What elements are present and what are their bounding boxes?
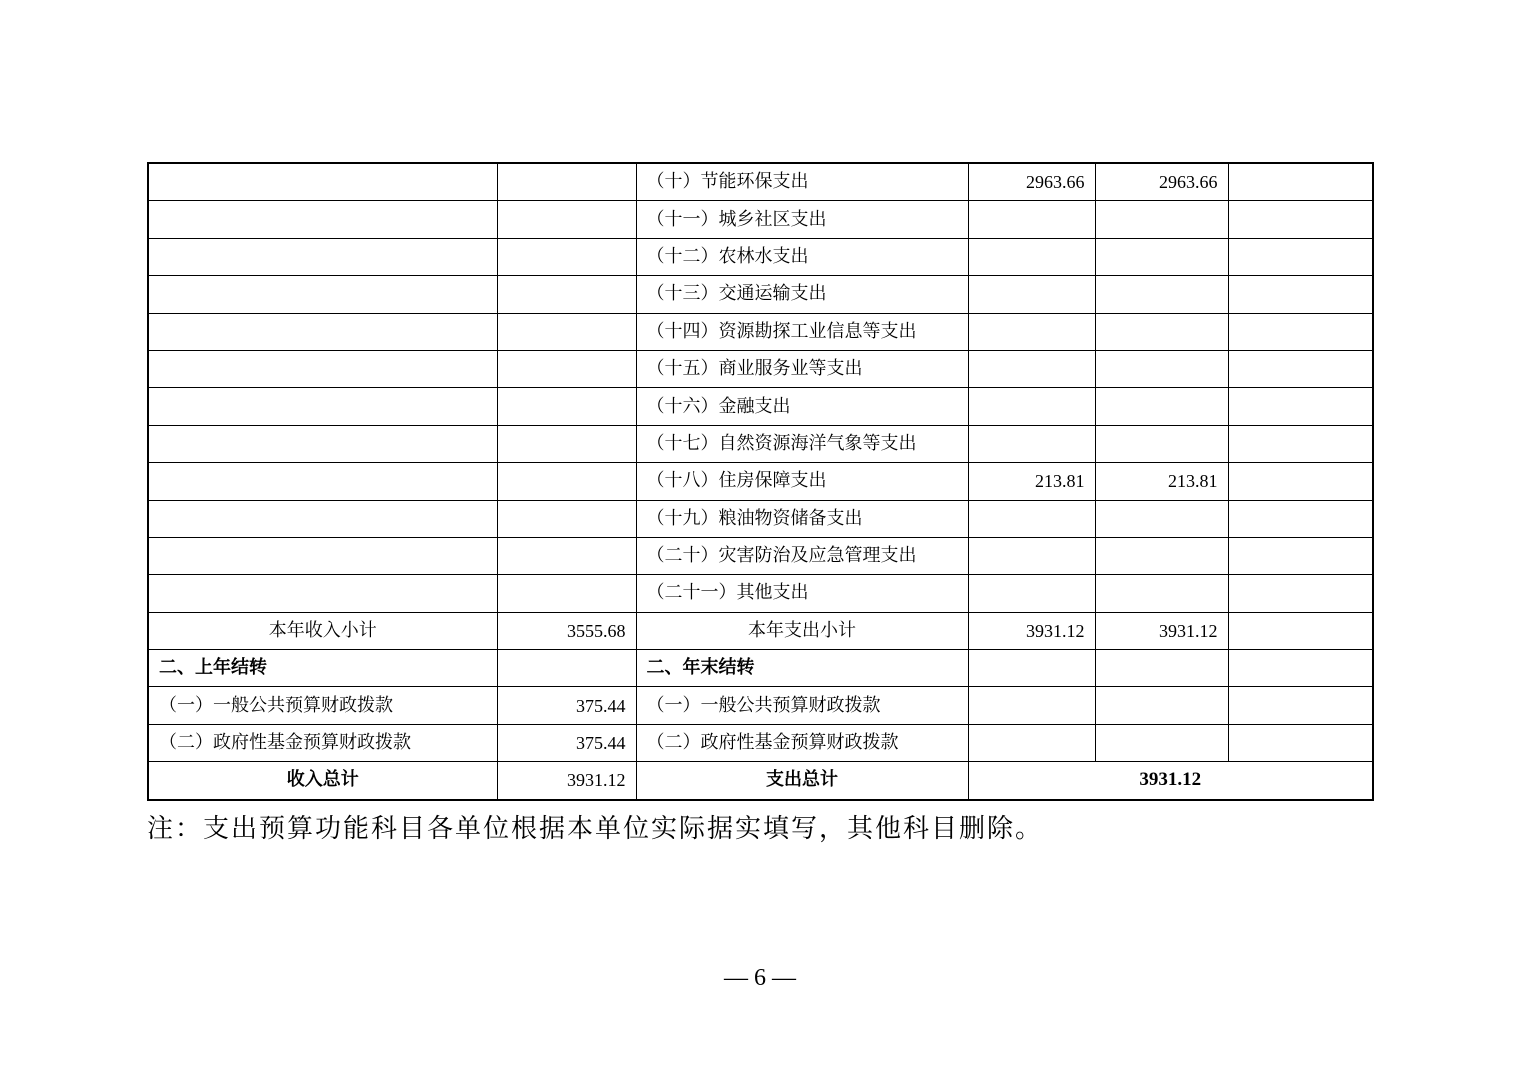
- income-item-cell: [148, 388, 497, 425]
- income-carry-value: 375.44: [497, 687, 636, 724]
- income-amount-cell: [497, 313, 636, 350]
- expense-item-cell: （十七）自然资源海洋气象等支出: [636, 425, 968, 462]
- income-amount-cell: [497, 388, 636, 425]
- carry-over-item-row: [148, 687, 1373, 724]
- table-row: [148, 163, 1373, 201]
- expense-amount-cell: 213.81: [968, 463, 1095, 500]
- expense-amount-cell: [1095, 500, 1228, 537]
- income-amount-cell: [497, 463, 636, 500]
- expense-amount-cell: [1228, 463, 1373, 500]
- income-amount-cell: [497, 425, 636, 462]
- expense-amount-cell: [968, 238, 1095, 275]
- income-amount-cell: [497, 350, 636, 387]
- empty-cell: [1228, 724, 1373, 761]
- subtotal-row: [148, 612, 1373, 649]
- empty-cell: [1095, 724, 1228, 761]
- expense-item-cell: （十二）农林水支出: [636, 238, 968, 275]
- budget-table: [147, 162, 1374, 801]
- income-item-cell: [148, 201, 497, 238]
- income-subtotal-label: 本年收入小计: [148, 612, 497, 649]
- expense-item-cell: （十八）住房保障支出: [636, 463, 968, 500]
- expense-subtotal-value: 3931.12: [1095, 612, 1228, 649]
- table-row: [148, 388, 1373, 425]
- income-item-cell: [148, 500, 497, 537]
- income-amount-cell: [497, 276, 636, 313]
- expense-amount-cell: [1228, 537, 1373, 574]
- expense-amount-cell: [1095, 388, 1228, 425]
- footnote: 注：支出预算功能科目各单位根据本单位实际据实填写，其他科目删除。: [147, 814, 1044, 844]
- expense-amount-cell: [1095, 276, 1228, 313]
- expense-amount-cell: [1095, 238, 1228, 275]
- table-row: [148, 276, 1373, 313]
- income-subtotal-value: 3555.68: [497, 612, 636, 649]
- empty-cell: [968, 650, 1095, 687]
- table-row: [148, 350, 1373, 387]
- table-row: [148, 238, 1373, 275]
- table-row: [148, 425, 1373, 462]
- expense-item-cell: （二十一）其他支出: [636, 575, 968, 612]
- expense-amount-cell: [1228, 350, 1373, 387]
- empty-cell: [1228, 612, 1373, 649]
- income-amount-cell: [497, 575, 636, 612]
- expense-item-cell: （十九）粮油物资储备支出: [636, 500, 968, 537]
- carry-over-item-row: [148, 724, 1373, 761]
- expense-carry-label: 二、年末结转: [636, 650, 968, 687]
- empty-cell: [1095, 650, 1228, 687]
- income-amount-cell: [497, 537, 636, 574]
- expense-amount-cell: 2963.66: [1095, 163, 1228, 201]
- total-row: [148, 762, 1373, 800]
- table-row: [148, 201, 1373, 238]
- expense-amount-cell: [968, 537, 1095, 574]
- income-item-cell: [148, 575, 497, 612]
- empty-cell: [1095, 687, 1228, 724]
- expense-carry-item: （二）政府性基金预算财政拨款: [636, 724, 968, 761]
- expense-amount-cell: [1228, 201, 1373, 238]
- expense-amount-cell: [968, 313, 1095, 350]
- expense-amount-cell: [1228, 238, 1373, 275]
- income-carry-label: 二、上年结转: [148, 650, 497, 687]
- expense-total-label: 支出总计: [636, 762, 968, 800]
- income-item-cell: [148, 163, 497, 201]
- expense-amount-cell: 213.81: [1095, 463, 1228, 500]
- expense-amount-cell: [1228, 313, 1373, 350]
- income-amount-cell: [497, 201, 636, 238]
- expense-amount-cell: [1095, 575, 1228, 612]
- expense-amount-cell: [1228, 575, 1373, 612]
- expense-item-cell: （十四）资源勘探工业信息等支出: [636, 313, 968, 350]
- expense-amount-cell: [968, 276, 1095, 313]
- carry-over-row: [148, 650, 1373, 687]
- expense-item-cell: （十）节能环保支出: [636, 163, 968, 201]
- income-total-label: 收入总计: [148, 762, 497, 800]
- expense-amount-cell: [1095, 201, 1228, 238]
- expense-amount-cell: [1228, 388, 1373, 425]
- empty-cell: [968, 724, 1095, 761]
- table-row: [148, 537, 1373, 574]
- income-amount-cell: [497, 163, 636, 201]
- empty-cell: [497, 650, 636, 687]
- page-number: — 6 —: [724, 965, 796, 991]
- income-carry-item: （二）政府性基金预算财政拨款: [148, 724, 497, 761]
- expense-item-cell: （十三）交通运输支出: [636, 276, 968, 313]
- expense-amount-cell: [1095, 350, 1228, 387]
- expense-subtotal-value: 3931.12: [968, 612, 1095, 649]
- expense-amount-cell: [1095, 425, 1228, 462]
- expense-amount-cell: [968, 350, 1095, 387]
- table-row: [148, 313, 1373, 350]
- empty-cell: [968, 687, 1095, 724]
- expense-amount-cell: [1228, 425, 1373, 462]
- income-amount-cell: [497, 500, 636, 537]
- income-item-cell: [148, 238, 497, 275]
- expense-item-cell: （二十）灾害防治及应急管理支出: [636, 537, 968, 574]
- table-row: [148, 463, 1373, 500]
- expense-amount-cell: [968, 425, 1095, 462]
- income-total-value: 3931.12: [497, 762, 636, 800]
- expense-item-cell: （十六）金融支出: [636, 388, 968, 425]
- expense-amount-cell: [1095, 537, 1228, 574]
- expense-amount-cell: [1095, 313, 1228, 350]
- table-row: [148, 575, 1373, 612]
- expense-amount-cell: [1228, 500, 1373, 537]
- expense-item-cell: （十一）城乡社区支出: [636, 201, 968, 238]
- income-item-cell: [148, 463, 497, 500]
- income-item-cell: [148, 313, 497, 350]
- expense-subtotal-label: 本年支出小计: [636, 612, 968, 649]
- income-item-cell: [148, 537, 497, 574]
- income-carry-item: （一）一般公共预算财政拨款: [148, 687, 497, 724]
- income-carry-value: 375.44: [497, 724, 636, 761]
- expense-carry-item: （一）一般公共预算财政拨款: [636, 687, 968, 724]
- income-amount-cell: [497, 238, 636, 275]
- expense-amount-cell: [968, 575, 1095, 612]
- table-row: [148, 500, 1373, 537]
- income-item-cell: [148, 425, 497, 462]
- expense-amount-cell: 2963.66: [968, 163, 1095, 201]
- expense-total-value: 3931.12: [968, 762, 1373, 800]
- expense-amount-cell: [1228, 276, 1373, 313]
- income-item-cell: [148, 276, 497, 313]
- empty-cell: [1228, 650, 1373, 687]
- expense-amount-cell: [968, 201, 1095, 238]
- expense-amount-cell: [968, 500, 1095, 537]
- expense-amount-cell: [968, 388, 1095, 425]
- expense-amount-cell: [1228, 163, 1373, 201]
- expense-item-cell: （十五）商业服务业等支出: [636, 350, 968, 387]
- empty-cell: [1228, 687, 1373, 724]
- income-item-cell: [148, 350, 497, 387]
